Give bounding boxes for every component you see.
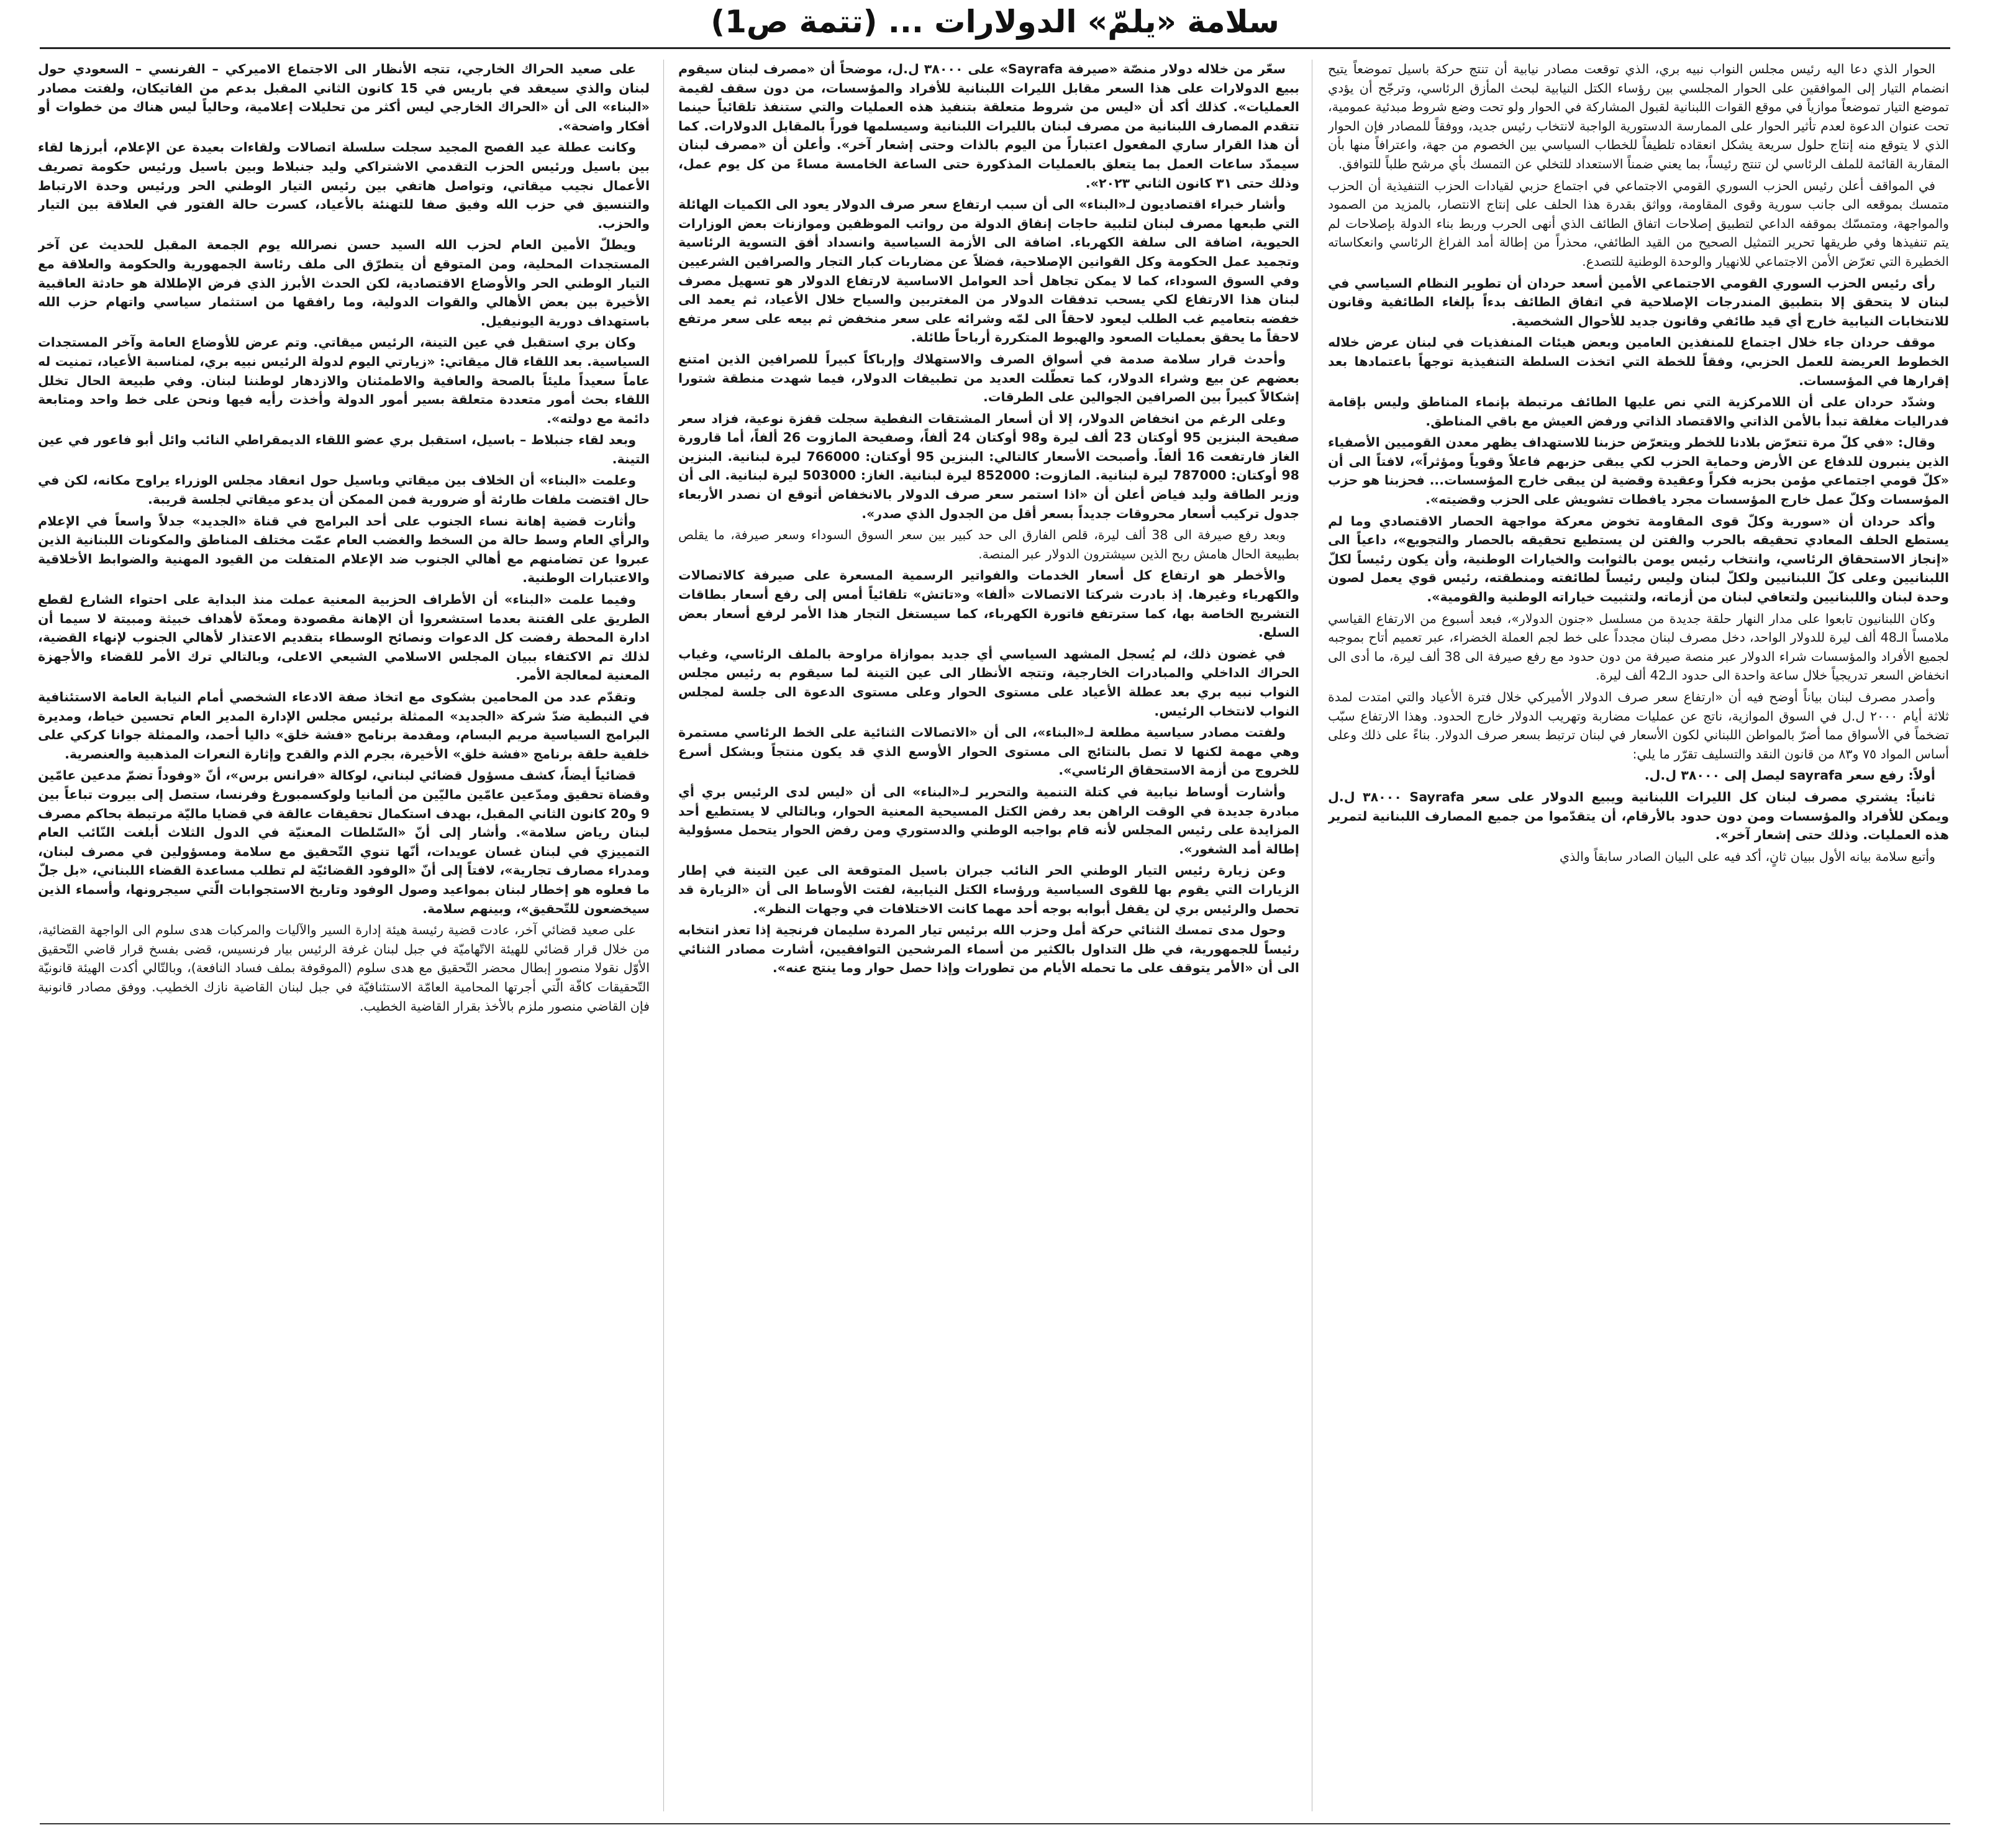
article-paragraph: على صعيد الحراك الخارجي، تتجه الأنظار الى الاجتماع الاميركي – الفرنسي – السعودي حول لبنان والذي سيعقد في باريس في 15 كانون الثاني المقبل بدعم من الفاتيكان، ولفتت مصادر «البناء» الى أن «الحراك الخارجي ليس أكثر من تحليلات إعلامية، وحالياً ليس هناك من خطوات أو أفكار واضحة». <box>38 61 650 134</box>
article-paragraph: وأكد حردان أن «سورية وكلّ قوى المقاومة تخوض معركة مواجهة الحصار الاقتصادي وما لم يستطع الحلف المعادي تحقيقه بالحرب والفتن لن يستطيع تحقيقه بالحصار والتجويع»، داعياً الى «إنجاز الاستحقاق الرئاسي، وانتخاب رئيس يومن بالثوابت والخيارات الوطنية، وأن يكون رئيساً لكلّ اللبنانيين وعلى كلّ اللبنانيين ولكلّ لبنان وليس رئيساً لطائفته ومنطقته، رئيس قوي يعمل لصون وحدة لبنان واللبنانيين ولتعافي لبنان من أزماته، ولتثبيت خياراته الوطنية والقومية». <box>1328 513 1949 605</box>
article-paragraph: ولفتت مصادر سياسية مطلعة لـ«البناء»، الى أن «الاتصالات الثنائية على الخط الرئاسي مستمرة وهي مهمة لكنها لا تصل بالنتائج الى مستوى الحوار الأوسع الذي قد يكون منتجاً وبشكل أسرع للخروج من أزمة الاستحقاق الرئاسي». <box>678 725 1299 778</box>
article-paragraph: وكانت عطلة عيد الفصح المجيد سجلت سلسلة اتصالات ولقاءات بعيدة عن الإعلام، أبرزها لقاء بين باسيل ورئيس الحزب التقدمي الاشتراكي وليد جنبلاط وبين باسيل ورئيس حكومة تصريف الأعمال نجيب ميقاتي، وتواصل هاتفي بين رئيس التيار الوطني الحر ورئيس وحدة الارتباط والتنسيق في حزب الله وفيق صفا للتهنئة بالأعياد، كسرت حالة الفتور في العلاقة بين التيار والحزب. <box>38 140 650 231</box>
article-paragraph: سعّر من خلاله دولار منصّة «صيرفة Sayrafa» على ٣٨٠٠٠ ل.ل، موضحاً أن «مصرف لبنان سيقوم ببيع الدولارات على هذا السعر مقابل الليرات اللبنانية للأفراد والمؤسسات، من دون سقف لقيمة العمليات». كذلك أكد أن «ليس من شروط متعلقة بتنفيذ هذه العمليات والتي ستنفذ تلقائياً حينما تتقدم المصارف اللبنانية من مصرف لبنان بالليرات اللبنانية وسيسلمها فوراً بالمقابل الدولارات. كما أن هذا القرار ساري المفعول اعتباراً من اليوم بالذات وحتى إشعار آخر». وأعلن أن «مصرف لبنان سيمدّد ساعات العمل بما يتعلق بالعمليات المذكورة حتى الساعة الخامسة مساءً من كل يوم عمل، وذلك حتى ٣١ كانون الثاني ٢٠٢٣». <box>678 61 1299 191</box>
article-paragraph: الحوار الذي دعا اليه رئيس مجلس النواب نبيه بري، الذي توقعت مصادر نيابية أن تنتج حركة باسيل تموضعاً يتيح انضمام التيار إلى الموافقين على الحوار المجلسي بين رؤساء الكتل النيابية لبحث المأزق الرئاسي، وترجّح أن يؤدي تموضع التيار تموضعاً موازياً في موقع القوات اللبنانية لقبول المشاركة في الحوار ولو تحت وضع شروط مبدئية عمومية، تحت عنوان الدعوة لعدم تأثير الحوار على الممارسة الدستورية الواجبة لانتخاب رئيس جديد، ووفقاً للمصادر فإن الحوار الذي لا يتوقع منه إنتاج حلول سريعة يشكل انعقاده تلطيفاً للخطاب السياسي بين الخصوم من جهة، واعترافاً منها بأن المقاربة القائمة للملف الرئاسي لن تنتج رئيساً، بما يعني ضمناً الاستعداد للتخلي عن التمسك بأي مرشح طلباً للتوافق. <box>1328 61 1949 171</box>
article-paragraph: وأشارت أوساط نيابية في كتلة التنمية والتحرير لـ«البناء» الى أن «ليس لدى الرئيس بري أي مبادرة جديدة في الوقت الراهن بعد رفض الكتل المسيحية المعنية الحوار، وبالتالي لا يستطيع أحد المزايدة على رئيس المجلس لأنه قام بواجبه الوطني والدستوري ومن رفض الحوار يتحمل مسؤولية إطالة أمد الشغور». <box>678 784 1299 857</box>
article-paragraph: وتقدّم عدد من المحامين بشكوى مع اتخاذ صفة الادعاء الشخصي أمام النيابة العامة الاستئنافية في النبطية ضدّ شركة «الجديد» الممثلة برئيس مجلس الإدارة المدير العام تحسين خياط، ومديرة البرامج السياسية مريم البسام، ومقدمة برنامج «فشة خلق» داليا أحمد، والممثلة جوانا كركي على خلفية حلقة برنامج «فشة خلق» الأخيرة، بجرم الذم والقدح وإثارة النعرات المذهبية والعنصرية. <box>38 690 650 762</box>
article-paragraph: قضائياً أيضاً، كشف مسؤول قضائي لبناني، لوكالة «فرانس برس»، أنّ «وفوداً تضمّ مدعين عامّين وقضاة تحقيق ومدّعين عامّين ماليّين من ألمانيا ولوكسمبورغ وفرنسا، ستصل إلى بيروت تباعاً بين 9 و20 كانون الثاني المقبل، بهدف استكمال تحقيقات عالقة في قضايا ماليّة مرتبطة بحاكم مصرف لبنان رياض سلامة». وأشار إلى أنّ «السّلطات المعنيّة في الدول الثلاث أبلغت النّائب العام التمييزي في لبنان غسان عويدات، أنّها تنوي التّحقيق مع سلامة ومسؤولين في مصرف لبنان، ومدراء مصارف تجارية»، لافتاً إلى أنّ «الوفود القضائيّة لم تطلب مساعدة القضاء اللبناني، «بل جلّ ما فعلوه هو إخطار لبنان بمواعيد وصول الوفود وتاريخ الاستجوابات الّتي سيجرونها، وأسماء الذين سيخضعون للتّحقيق»، وبينهم سلامة. <box>38 768 650 916</box>
article-paragraph: وعلمت «البناء» أن الخلاف بين ميقاتي وباسيل حول انعقاد مجلس الوزراء يراوح مكانه، لكن في حال اقتضت ملفات طارئة أو ضرورية فمن الممكن أن يدعو ميقاتي لجلسة قريبة. <box>38 473 650 508</box>
article-column-1 <box>1328 60 1949 1811</box>
article-paragraph: وأصدر مصرف لبنان بياناً أوضح فيه أن «ارتفاع سعر صرف الدولار الأميركي خلال فترة الأعياد والتي امتدت لمدة ثلاثة أيام ٢٠٠٠ ل.ل في السوق الموازية، ناتج عن عمليات مضاربة وتهريب الدولار خارج الحدود. وهذا الارتفاع سبّب تضخماً في الأسواق مما أضرّ بالمواطن اللبناني لكون الأسعار في لبنان ترتبط بسعر صرف الدولار. بناءً على ذلك وعلى أساس المواد ٧٥ و٨٣ من قانون النقد والتسليف تقرّر ما يلي: <box>1328 690 1949 762</box>
article-paragraph: والأخطر هو ارتفاع كل أسعار الخدمات والفواتير الرسمية المسعرة على صيرفة كالاتصالات والكهرباء وغيرها. إذ بادرت شركتا الاتصالات «ألفا» و«تاتش» تلقائياً أمس إلى رفع أسعار بطاقات التشريج الخاصة بها، كما سترتفع فاتورة الكهرباء، كما سيستغل التجار هذا الأمر لرفع أسعار بعض السلع. <box>678 568 1299 640</box>
article-paragraph: وأشار خبراء اقتصاديون لـ«البناء» الى أن سبب ارتفاع سعر صرف الدولار يعود الى الكميات الهائلة التي طبعها مصرف لبنان لتلبية حاجات إنفاق الدولة من رواتب الموظفين وموازنات بعض الوزارات الحيوية، اضافة الى سلفة الكهرباء. اضافة الى الأزمة السياسية وانسداد أفق التسوية الرئاسية وتجميد عمل الحكومة وكل القوانين الإصلاحية، فضلاً عن مضاربات كبار التجار والصرافين الشرعيين وفي السوق السوداء، كما لا يمكن تجاهل أحد العوامل الاساسية لارتفاع الدولار هو تسهيل مصرف لبنان هذا الارتفاع لكي يسحب تدفقات الدولار من المغتربين والسياح خلال الأعياد، ثم يعمد الى خفضه بتعاميم غب الطلب ليعود لاحقاً الى لمّه وشرائه على سعر منخفض ثم بيعه على سعر مرتفع لاحقاً ما يحقق بعمليات الصعود والهبوط المتكررة أرباحاً طائلة. <box>678 197 1299 345</box>
article-paragraph: على صعيد قضائي آخر، عادت قضية رئيسة هيئة إدارة السير والآليات والمركبات هدى سلوم الى الواجهة القضائية، من خلال قرار قضائي للهيئة الاتّهاميّة في جبل لبنان غرفة الرئيس بيار فرنسيس، قضى بفسخ قرار قاضي التّحقيق الأوّل نقولا منصور إبطال محضر التّحقيق مع هدى سلوم (الموقوفة بملف فساد النافعة)، وبالتّالي أكدت الهيئة قانونيّة التّحقيقات كافّة الّتي أجرتها المحامية العامّة الاستئنافيّة في جبل لبنان القاضية نازك الخطيب. ووفق مصادر قانونية فإن القاضي منصور ملزم بالأخذ بقرار القاضية الخطيب. <box>38 922 650 1014</box>
bottom-rule <box>40 1823 1950 1824</box>
article-paragraph: وكان اللبنانيون تابعوا على مدار النهار حلقة جديدة من مسلسل «جنون الدولار»، فبعد أسبوع من الارتفاع القياسي ملامساً الـ48 ألف ليرة للدولار الواحد، دخل مصرف لبنان مجدداً على خط لجم العملة الخضراء، عبر تعميم أتاح بموجبه لجميع الأفراد والمؤسسات شراء الدولار عبر منصة صيرفة من دون حدود مع رفع صيرفة الى 38 ألف ليرة، ما أدى الى انخفاض السعر تدريجياً خلال ساعة واحدة الى حدود الـ42 ألف ليرة. <box>1328 611 1949 683</box>
article-paragraph: وعن زيارة رئيس التيار الوطني الحر النائب جبران باسيل المتوقعة الى عين التينة في إطار الزيارات التي يقوم بها للقوى السياسية ورؤساء الكتل النيابية، لفتت الأوساط الى أن «الزيارة قد تحصل والرئيس بري لن يقفل أبوابه بوجه أحد مهما كانت الاختلافات في وجهات النظر». <box>678 863 1299 916</box>
top-rule <box>40 47 1950 49</box>
article-paragraph: ويطلّ الأمين العام لحزب الله السيد حسن نصرالله يوم الجمعة المقبل للحديث عن آخر المستجدات المحلية، ومن المتوقع أن يتطرّق الى ملف رئاسة الجمهورية والحكومة والعلاقة مع التيار الوطني الحر والأوضاع الاقتصادية، لكن الحدث الأبرز الذي فرض الإطلالة هو حادثة العاقبية الأخيرة بين بعض الأهالي والقوات الدولية، وما رافقها من استثمار سياسي واتهام حزب الله باستهداف دورية اليونيفيل. <box>38 237 650 329</box>
article-paragraph: وبعد لقاء جنبلاط – باسيل، استقبل بري عضو اللقاء الديمقراطي النائب وائل أبو فاعور في عين التينة. <box>38 432 650 467</box>
article-paragraph: ثانياً: يشتري مصرف لبنان كل الليرات اللبنانية ويبيع الدولار على سعر Sayrafa ٣٨٠٠٠ ل.ل ويمكن للأفراد والمؤسسات ومن دون حدود بالأرقام، أن يتقدّموا من جميع المصارف اللبنانية لتمرير هذه العمليات. وذلك حتى إشعار آخر». <box>1328 789 1949 843</box>
article-paragraph: وشدّد حردان على أن اللامركزية التي نص عليها الطائف مرتبطة بإنماء المناطق وليس بإقامة فدراليات مغلقة تبدأ بالأمن الذاتي والاقتصاد الذاتي ورفض العيش مع باقي المناطق. <box>1328 394 1949 429</box>
article-paragraph: وحول مدى تمسك الثنائي حركة أمل وحزب الله برئيس تيار المردة سليمان فرنجية إذا تعذر انتخابه رئيساً للجمهورية، في ظل التداول بالكثير من أسماء المرشحين التوافقيين، أشارت مصادر الثنائي الى أن «الأمر يتوقف على ما تحمله الأيام من تطورات وإذا حصل حوار وما ينتج عنه». <box>678 922 1299 976</box>
article-column-2 <box>678 60 1299 1811</box>
article-paragraph: وفيما علمت «البناء» أن الأطراف الحزبية المعنية عملت منذ البداية على احتواء الشارع لقطع الطريق على الفتنة بعدما استشعروا أن الإهانة مقصودة ومعدّة لأهداف خبيثة ومبيتة لا سيما أن ادارة المحطة رفضت كل الدعوات ونصائح الوسطاء بتقديم الاعتذار لأهالي الجنوب لإنهاء القضية، لذلك تم الاكتفاء ببيان المجلس الاسلامي الشيعي الاعلى، وبالتالي ترك الأمر للقضاء والأجهزة المعنية لمعالجة الأمر. <box>38 592 650 683</box>
article-paragraph: وقال: «في كلّ مرة تتعرّض بلادنا للخطر ويتعرّض حزبنا للاستهداف يظهر معدن القوميين الأصفياء الذين ينبرون للدفاع عن الأرض وحماية الحزب لكي يبقى حزبهم فاعلاً وقوياً ومؤثراً»، لافتاً الى أن «كلّ قومي اجتماعي مؤمن بحزبه فكراً وعقيدة وقضية لن يبقى خارج المؤسسات... فحزبنا هو حزب المؤسسات وكلّ عمل خارج المؤسسات مجرد يافطات تشويش على الحزب وقضيته». <box>1328 435 1949 508</box>
article-paragraph: موقف حردان جاء خلال اجتماع للمنفذين العامين وبعض هيئات المنفذيات في لبنان عرض خلاله الخطوط العريضة للعمل الحزبي، وفقاً للخطة التي اتخذت السلطة التنفيذية توجهاً باعتمادها بعد إقرارها في المؤسسات. <box>1328 335 1949 388</box>
article-paragraph: وأحدث قرار سلامة صدمة في أسواق الصرف والاستهلاك وإرباكاً كبيراً للصرافين الذين امتنع بعضهم عن بيع وشراء الدولار، كما تعطّلت العديد من تطبيقات الدولار، فيما شهدت منطقة شتورا إشكالاً كبيراً بين الصرافين الجوالين على الطرقات. <box>678 351 1299 405</box>
article-paragraph: وأتبع سلامة بيانه الأول ببيان ثانٍ، أكد فيه على البيان الصادر سابقاً والذي <box>1559 849 1935 864</box>
article-column-3 <box>38 60 650 1811</box>
article-paragraph: وبعد رفع صيرفة الى 38 ألف ليرة، قلص الفارق الى حد كبير بين سعر السوق السوداء وسعر صيرفة، ما يقلص بطبيعة الحال هامش ربح الذين سيشترون الدولار عبر المنصة. <box>678 527 1299 562</box>
article-paragraph: وكان بري استقبل في عين التينة، الرئيس ميقاتي. وتم عرض للأوضاع العامة وآخر المستجدات السياسية. بعد اللقاء قال ميقاتي: «زيارتي اليوم لدولة الرئيس نبيه بري، لمناسبة الأعياد، تمنيت له عاماً سعيداً مليئاً بالصحة والعافية والاطمئنان والازدهار لوطننا لبنان. وفي طبيعة الحال تخلل اللقاء بحث أمور متعددة متعلقة بسير أمور الدولة وأخذت رأيه فيها ونحن على خط واحد ومتابعة دائمة مع دولته». <box>38 335 650 426</box>
headline: سلامة «يلمّ» الدولارات ... (تتمة ص1) <box>711 4 1279 40</box>
article-paragraph: في غضون ذلك، لم يُسجل المشهد السياسي أي جديد بموازاة مراوحة بالملف الرئاسي، وغياب الحراك الداخلي والمبادرات الخارجية، وتتجه الأنظار الى عين التينة لما سيقوم به رئيس مجلس النواب نبيه بري بعد عطلة الأعياد على مستوى الحوار وعلى مستوى الدعوة الى جلسة لمجلس النواب لانتخاب الرئيس. <box>678 646 1299 719</box>
article-paragraph: وعلى الرغم من انخفاض الدولار، إلا أن أسعار المشتقات النفطية سجلت قفزة نوعية، فزاد سعر صفيحة البنزين 95 أوكتان 23 ألف ليرة و98 أوكتان 24 ألفاً، وصفيحة المازوت 26 ألفاً، أما قارورة الغاز فارتفعت 16 ألفاً. وأصبحت الأسعار كالتالي: البنزين 95 أوكتان: 766000 ليرة لبنانية. البنزين 98 أوكتان: 787000 ليرة لبنانية. المازوت: 852000 ليرة لبنانية. الغاز: 503000 ليرة لبنانية. الى أن وزير الطاقة وليد فياض أعلن أن «اذا استمر سعر صرف الدولار بالانخفاض أتوقع ان نصدر الأربعاء جدول تركيب أسعار محروقات جديداً بسعر أقل من الجدول الذي صدر». <box>678 411 1299 521</box>
column-divider <box>663 60 664 1811</box>
article-paragraph: أولاً: رفع سعر sayrafa ليصل إلى ٣٨٠٠٠ ل.ل. <box>1644 768 1935 783</box>
article-paragraph: وأثارت قضية إهانة نساء الجنوب على أحد البرامج في قناة «الجديد» جدلاً واسعاً في الإعلام والرأي العام وسط حالة من السخط والغضب العام عمّت مختلف المناطق والمكونات اللبنانية الذين عبروا عن تضامنهم مع أهالي الجنوب ضد الإعلام المتفلت من القيود المهنية والضوابط الأخلاقية والاعتبارات الوطنية. <box>38 513 650 586</box>
article-paragraph: رأى رئيس الحزب السوري القومي الاجتماعي الأمين أسعد حردان أن تطوير النظام السياسي في لبنان لا يتحقق إلا بتطبيق المندرجات الإصلاحية في اتفاق الطائف بدءاً بإلغاء الطائفية وقانون للانتخابات النيابية خارج أي قيد طائفي وقانون جديد للأحوال الشخصية. <box>1328 275 1949 329</box>
article-paragraph: في المواقف أعلن رئيس الحزب السوري القومي الاجتماعي في اجتماع حزبي لقيادات الحزب التنفيذية أن الحزب متمسك بموقعه الى جانب سورية وقوى المقاومة، وواثق بقدرة هذا الحلف على إنتاج الانتصار، بالمزيد من الصمود والمواجهة، ومتمسّك بموقفه الداعي لتطبيق إصلاحات اتفاق الطائف الذي أنهى الحرب وربط بناء الدولة بإصلاحات لم يتم تنفيذها وفي طريقها تحرير التمثيل الصحيح من القيد الطائفي، محذراً من إطالة أمد الفراغ الرئاسي وانعكاساته الخطيرة التي تعرّض الأمن الاجتماعي للانهيار والوحدة الوطنية للتصدع. <box>1328 178 1949 269</box>
